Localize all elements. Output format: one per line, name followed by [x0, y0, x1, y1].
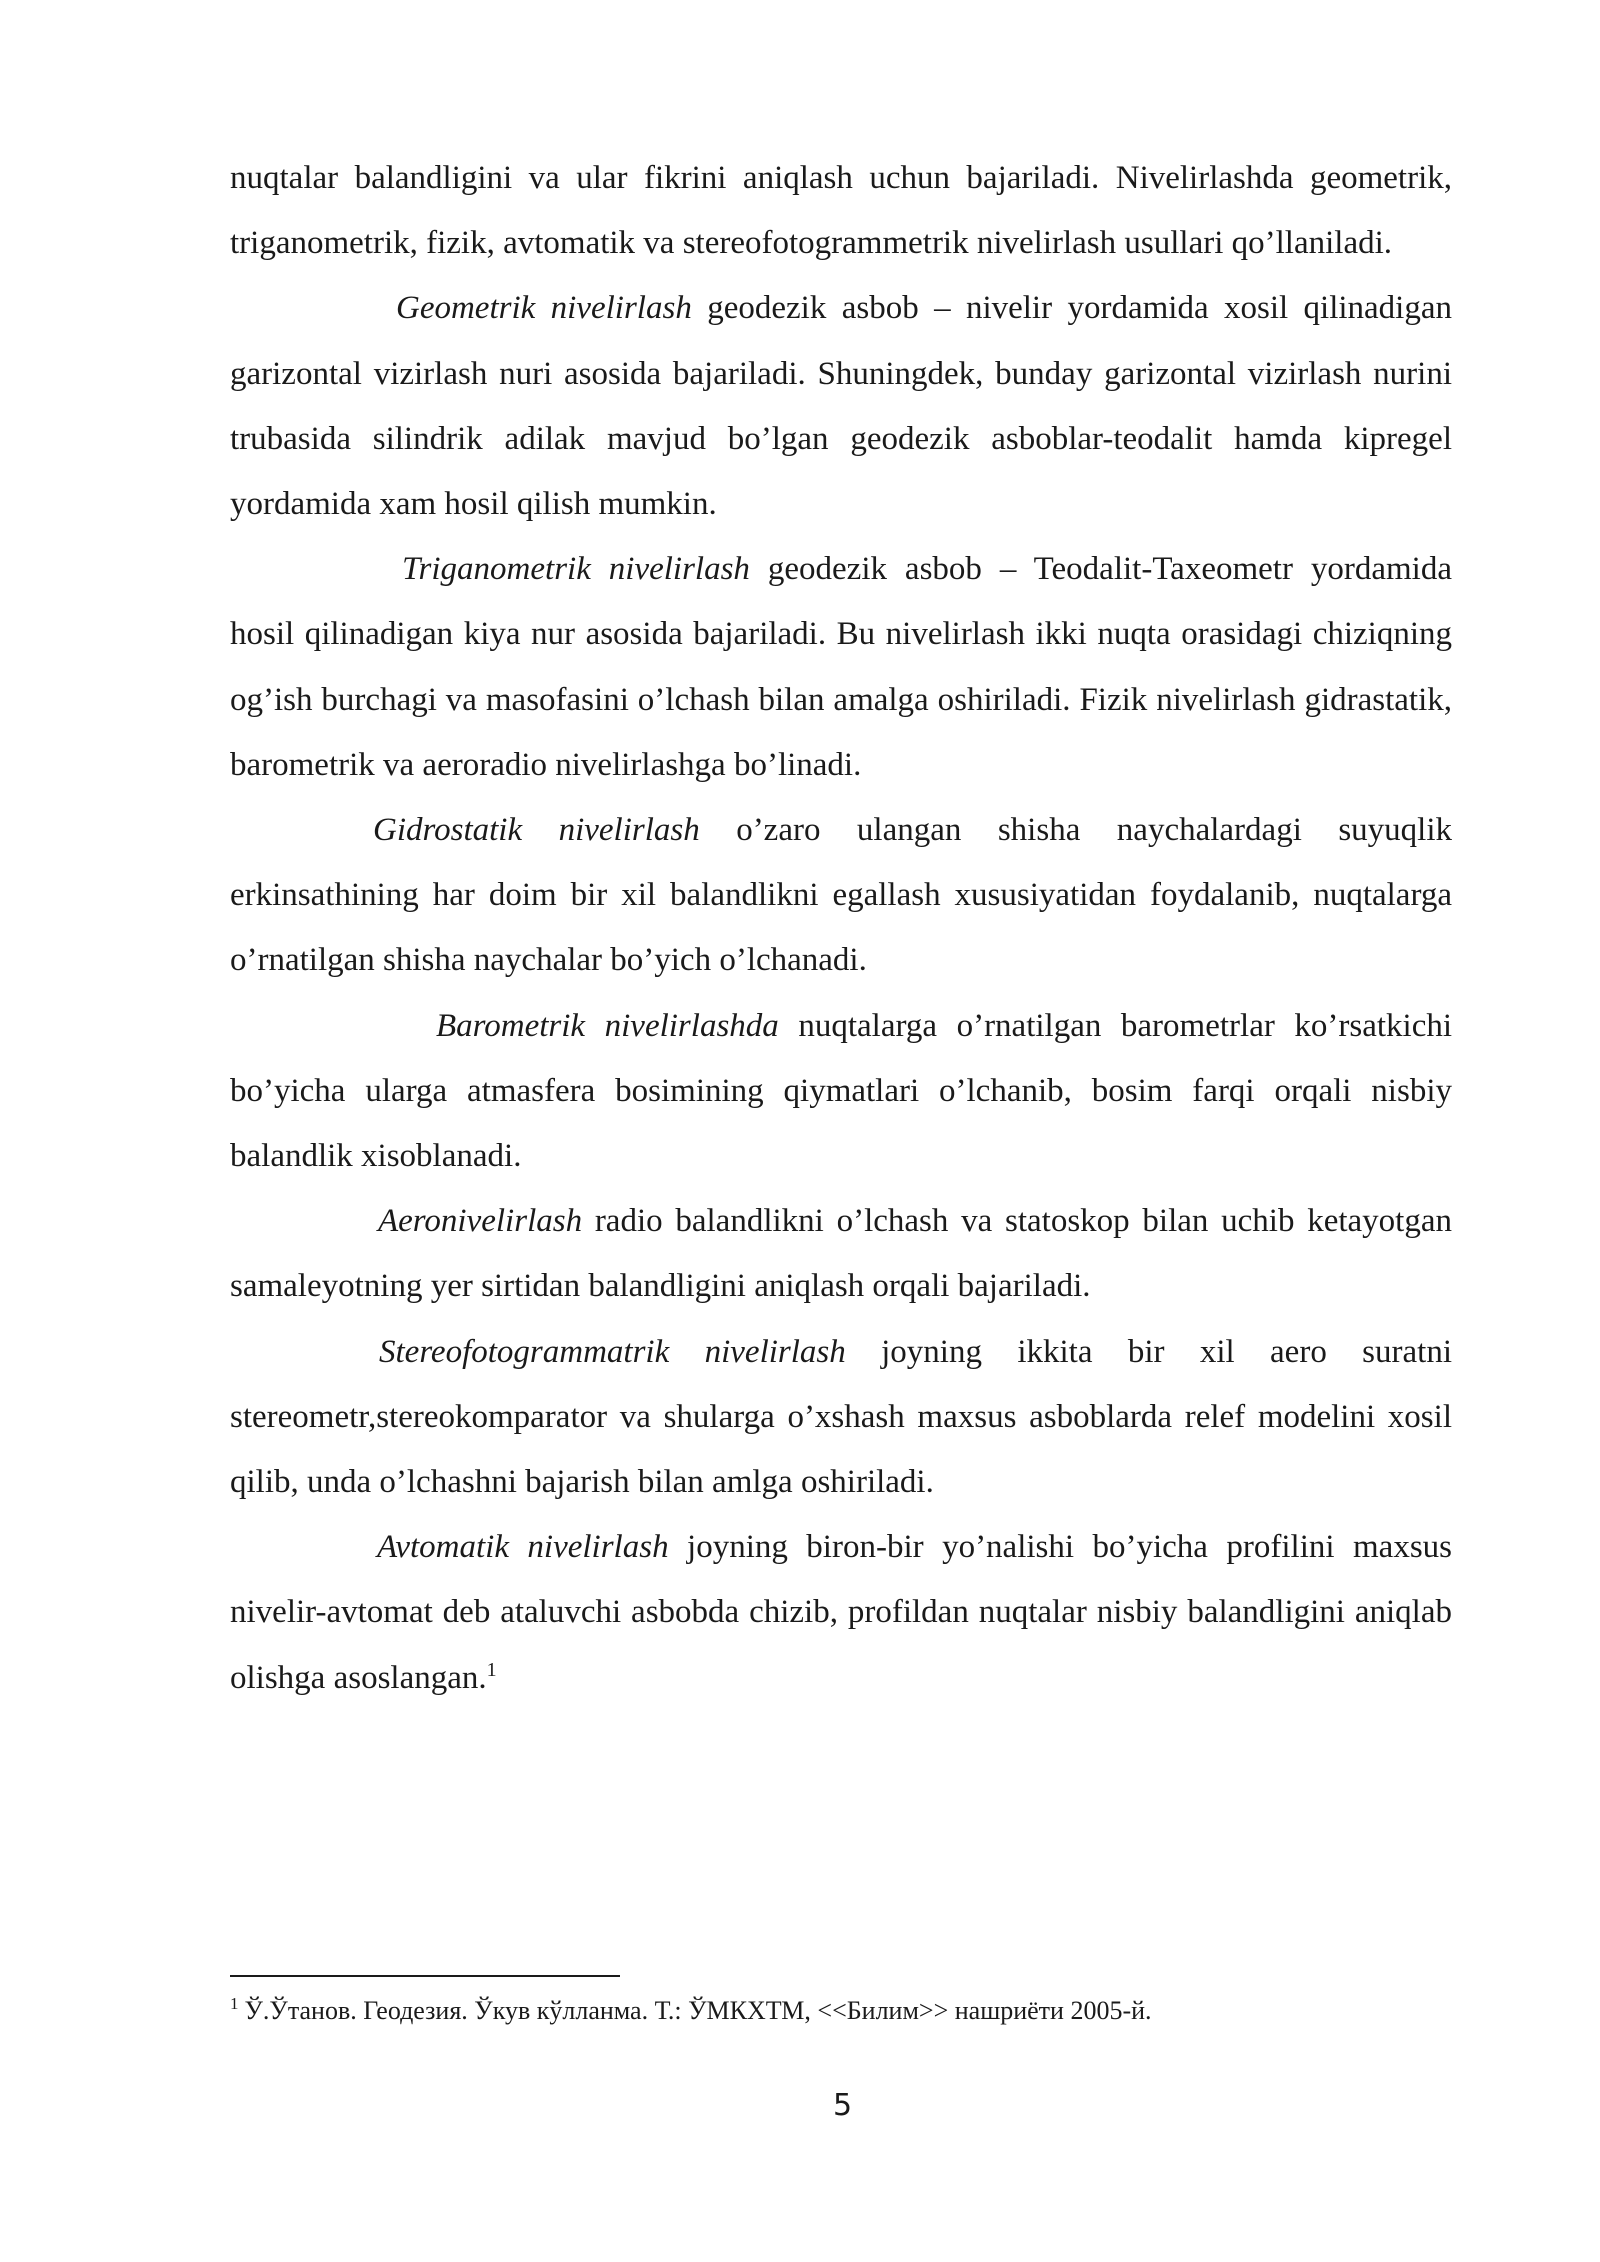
paragraph-barometrik — [230, 994, 1452, 1190]
paragraph-text: nuqtalar balandligini va ular fikrini aniqlash uchun bajariladi. Nivelirlashda geometrik, triganometrik, fizik, avtomatik va stereofotogrammetrik nivelirlash usullari qo’llaniladi. — [230, 160, 1452, 262]
footnote-reference[interactable]: 1 — [486, 1658, 497, 1681]
term-avtomatik-nivelirlash: Avtomatik nivelirlash — [377, 1529, 669, 1566]
footnote-separator — [230, 1975, 620, 1977]
paragraph-text: nuqtalarga o’rnatilgan barometrlar ko’rsatkichi bo’yicha ularga atmasfera bosimining qiymatlari o’lchanib, bosim farqi orqali nisbiy balandlik xisoblanadi. — [230, 1007, 1453, 1175]
paragraph-text: joyning ikkita bir xil aero suratni stereometr,stereokomparator va shularga o’xshash maxsus asboblarda relef modelini xosil qilib, unda o’lchashni bajarish bilan amlga oshiriladi. — [230, 1333, 1452, 1501]
term-stereofotogrammatrik-nivelirlash: Stereofotogrammatrik nivelirlash — [379, 1333, 846, 1370]
term-triganometrik-nivelirlash: Triganometrik nivelirlash — [402, 551, 750, 588]
paragraph-avtomatik — [230, 1515, 1452, 1711]
paragraph-intro — [230, 146, 1452, 276]
paragraph-aeronivelirlash — [230, 1189, 1452, 1319]
footnote-mark: 1 — [230, 1994, 239, 2014]
paragraph-triganometrik — [230, 537, 1452, 798]
paragraph-text: radio balandlikni o’lchash va statoskop bilan uchib ketayotgan samaleyotning yer sirtidan balandligini aniqlash orqali bajariladi. — [230, 1203, 1452, 1305]
term-barometrik-nivelirlashda: Barometrik nivelirlashda — [436, 1007, 779, 1044]
paragraph-geometrik — [230, 276, 1452, 537]
page-number: 5 — [832, 2088, 853, 2123]
footnote-text: Ў.Ўтанов. Геодезия. Ўкув кўлланма. Т.: ЎМКХТМ, <<Билим>> нашриёти 2005-й. — [244, 1996, 1152, 2025]
paragraph-text: joyning biron-bir yo’nalishi bo’yicha profilini maxsus nivelir-avtomat deb ataluvchi asbobda chizib, profildan nuqtalar nisbiy balandligini aniqlab olishga asoslangan. — [230, 1529, 1452, 1696]
body-text — [230, 146, 1452, 1711]
term-geometrik-nivelirlash: Geometrik nivelirlash — [396, 290, 692, 327]
term-aeronivelirlash: Aeronivelirlash — [378, 1203, 583, 1240]
term-gidrostatik-nivelirlash: Gidrostatik nivelirlash — [373, 812, 700, 849]
footnote — [230, 1994, 1452, 2028]
paragraph-stereofotogrammatrik — [230, 1320, 1452, 1516]
paragraph-text: geodezik asbob – Teodalit-Taxeometr yordamida hosil qilinadigan kiya nur asosida bajariladi. Bu nivelirlash ikki nuqta orasidagi chiziqning og’ish burchagi va masofasini o’lchash bilan amalga oshiriladi. Fizik nivelirlash gidrastatik, barometrik va aeroradio nivelirlashga bo’linadi. — [230, 551, 1452, 783]
paragraph-text: o’zaro ulangan shisha naychalardagi suyuqlik erkinsathining har doim bir xil balandlikni egallash xususiyatidan foydalanib, nuqtalarga o’rnatilgan shisha naychalar bo’yich o’lchanadi. — [230, 812, 1453, 979]
paragraph-text: geodezik asbob – nivelir yordamida xosil qilinadigan garizontal vizirlash nuri asosida bajariladi. Shuningdek, bunday garizontal vizirlash nurini trubasida silindrik adilak mavjud bo’lgan geodezik asboblar-teodalit hamda kipregel yordamida xam hosil qilish mumkin. — [230, 290, 1453, 523]
paragraph-gidrostatik — [230, 798, 1452, 994]
